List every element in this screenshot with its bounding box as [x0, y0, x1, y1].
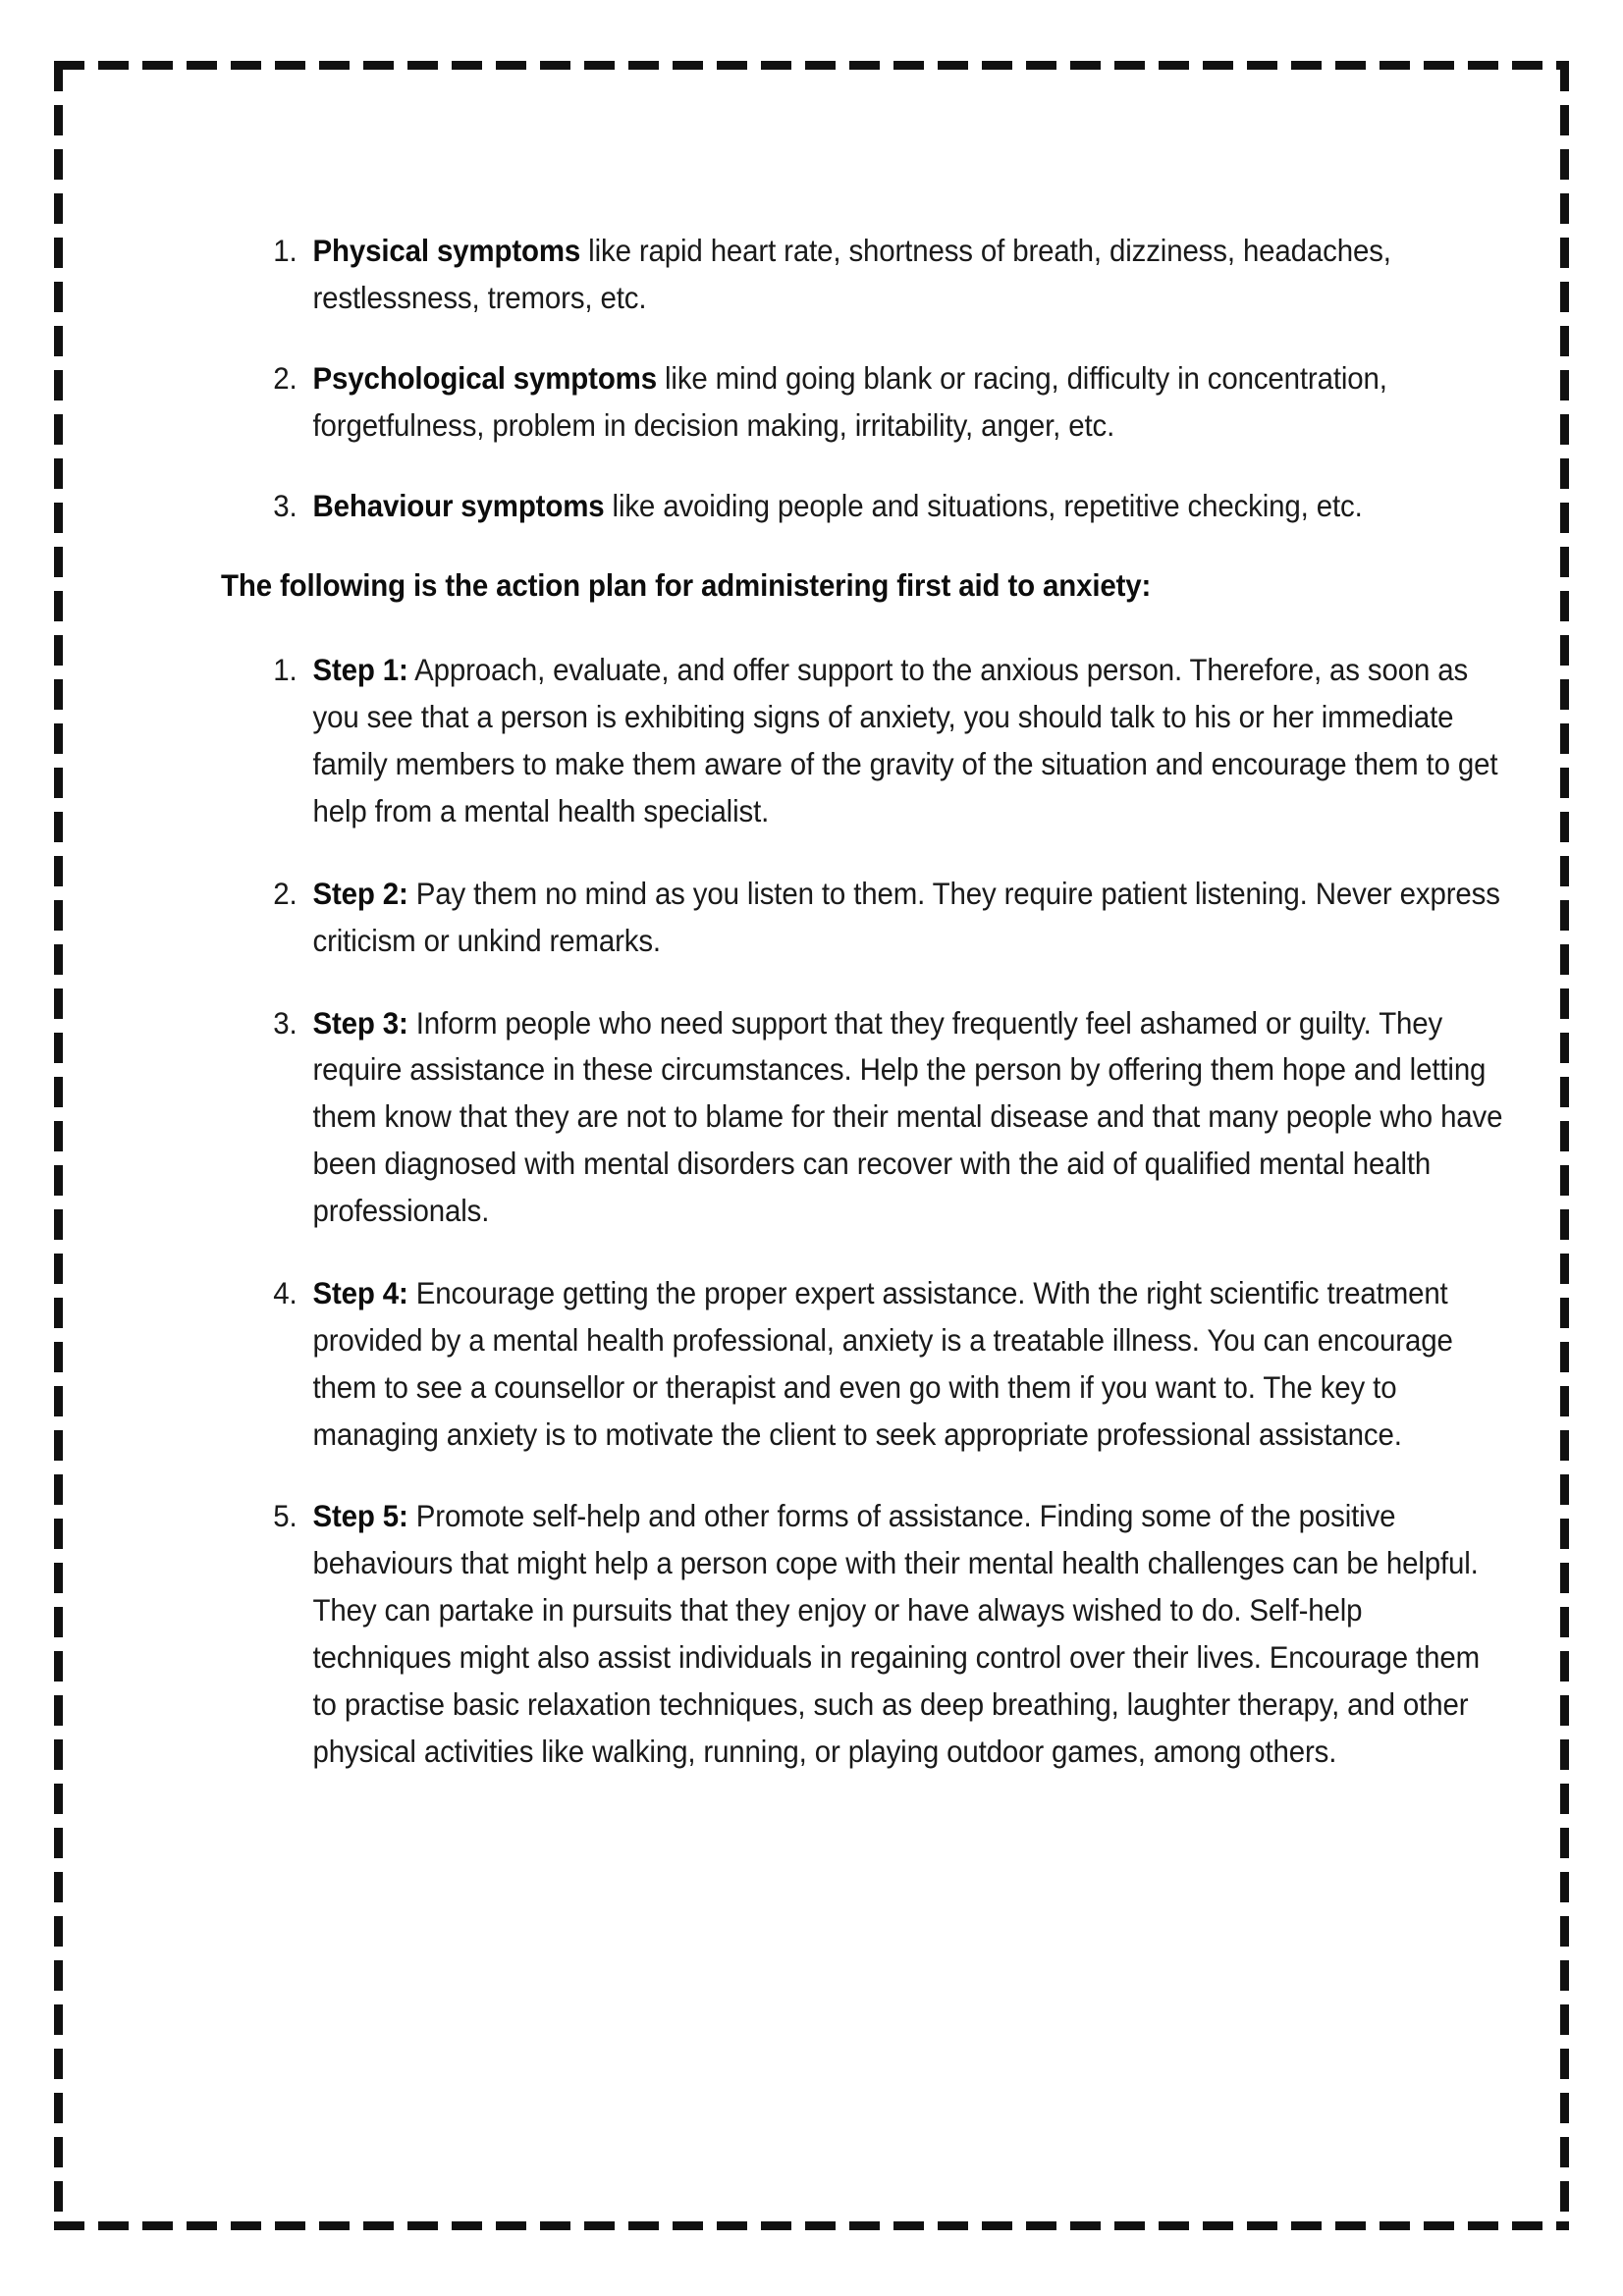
- page-content: [221, 228, 1503, 1776]
- list-marker: 5.: [273, 1498, 298, 1534]
- list-item: [221, 483, 1506, 530]
- step-label: Step 2:: [312, 875, 408, 911]
- step-label: Step 3:: [312, 1004, 408, 1041]
- list-item-lead: Psychological symptoms: [312, 359, 657, 396]
- step-body: Encourage getting the proper expert assistance. With the right scientific treatment provided by a mental health professional, anxiety is a treatable illness. You can encourage them to see a counsellor or therapist and even go with them if you want to. The key to managing anxiety is to motivate the client to seek appropriate professional assistance.: [312, 1274, 1453, 1452]
- list-marker: 3.: [273, 487, 298, 523]
- list-item: [221, 228, 1506, 322]
- step-label: Step 5:: [312, 1498, 408, 1534]
- list-item-body: like rapid heart rate, shortness of breath, dizziness, headaches, restlessness, tremors, etc.: [312, 233, 1391, 315]
- step-body: Inform people who need support that they frequently feel ashamed or guilty. They require assistance in these circumstances. Help the person by offering them hope and letting them know that they are not to blame for their mental disease and that many people who have been diagnosed with mental disorders can recover with the aid of qualified mental health professionals.: [312, 1004, 1503, 1228]
- dashed-border-bottom: [54, 2221, 1569, 2230]
- list-item: [221, 1270, 1506, 1459]
- list-marker: 3.: [273, 1004, 298, 1041]
- list-item: [221, 355, 1506, 450]
- list-marker: 1.: [273, 652, 298, 688]
- dashed-border-top: [54, 61, 1569, 70]
- list-item-body: like avoiding people and situations, repetitive checking, etc.: [604, 487, 1363, 523]
- list-marker: 2.: [273, 875, 298, 911]
- list-item-lead: Behaviour symptoms: [312, 487, 605, 523]
- step-body: Promote self-help and other forms of assistance. Finding some of the positive behaviours that might help a person cope with their mental health challenges can be helpful. They can partake in pursuits that they enjoy or have always wished to do. Self-help techniques might also assist individuals in regaining control over their lives. Encourage them to practise basic relaxation techniques, such as deep breathing, laughter therapy, and other physical activities like walking, running, or playing outdoor games, among others.: [312, 1498, 1480, 1769]
- step-label: Step 4:: [312, 1274, 408, 1310]
- list-item: [221, 871, 1506, 965]
- list-item-body: like mind going blank or racing, difficulty in concentration, forgetfulness, problem in decision making, irritability, anger, etc.: [312, 359, 1387, 443]
- list-item: [221, 1493, 1506, 1775]
- section-heading: The following is the action plan for administering first aid to anxiety:: [221, 567, 1152, 604]
- list-item-lead: Physical symptoms: [312, 233, 581, 268]
- list-item: [221, 647, 1506, 835]
- step-body: Pay them no mind as you listen to them. They require patient listening. Never express criticism or unkind remarks.: [312, 875, 1500, 958]
- symptoms-list: [221, 228, 1414, 529]
- list-marker: 4.: [273, 1274, 298, 1310]
- list-item: [221, 1000, 1506, 1235]
- step-body: Approach, evaluate, and offer support to the anxious person. Therefore, as soon as you see that a person is exhibiting signs of anxiety, you should talk to his or her immediate family members to make them aware of the gravity of the situation and encourage them to get help from a mental health specialist.: [312, 652, 1498, 828]
- step-label: Step 1:: [312, 652, 408, 688]
- list-marker: 1.: [273, 233, 298, 268]
- dashed-border-right: [1560, 61, 1569, 2230]
- list-marker: 2.: [273, 359, 298, 396]
- dashed-border-left: [54, 61, 63, 2230]
- action-plan-steps-list: [221, 647, 1503, 1775]
